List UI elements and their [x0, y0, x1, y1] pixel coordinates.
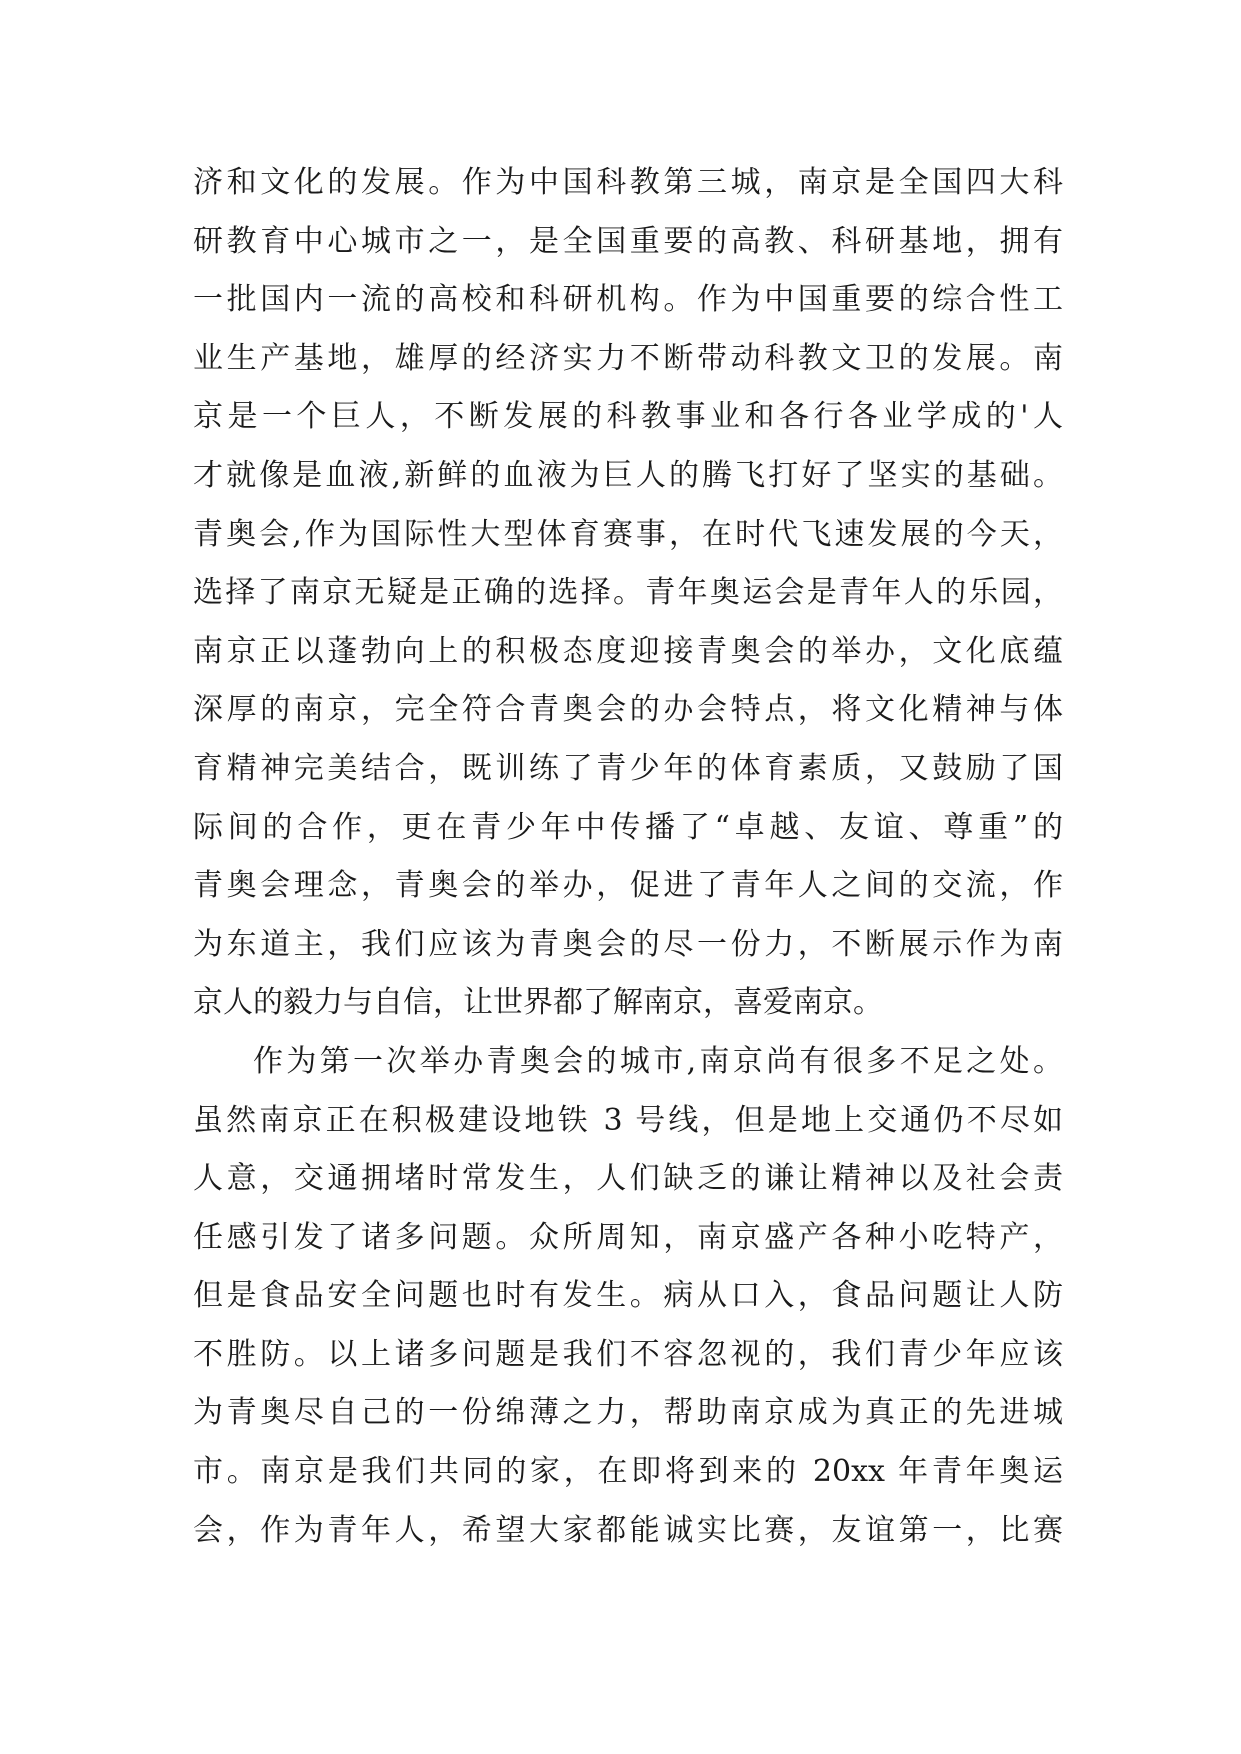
text-line: 青奥会,作为国际性大型体育赛事，在时代飞速发展的今天，: [193, 516, 1063, 552]
text-line: 一批国内一流的高校和科研机构。作为中国重要的综合性工: [193, 282, 1063, 318]
text-line: 京是一个巨人，不断发展的科教事业和各行各业学成的'人: [193, 399, 1063, 435]
text-line: 任感引发了诸多问题。众所周知，南京盛产各种小吃特产，: [193, 1219, 1063, 1255]
text-line: 不胜防。以上诸多问题是我们不容忽视的，我们青少年应该: [193, 1336, 1063, 1372]
text-line: 市。南京是我们共同的家，在即将到来的 20xx 年青年奥运: [193, 1454, 1063, 1490]
paragraph-1: [193, 154, 1063, 1033]
text-line: 但是食品安全问题也时有发生。病从口入，食品问题让人防: [193, 1278, 1063, 1314]
text-line: 人意，交通拥堵时常发生，人们缺乏的谦让精神以及社会责: [193, 1161, 1063, 1197]
text-line: 京人的毅力与自信，让世界都了解南京，喜爱南京。: [193, 985, 883, 1021]
text-line: 际间的合作，更在青少年中传播了“卓越、友谊、尊重”的: [193, 809, 1063, 845]
text-line: 虽然南京正在积极建设地铁 3 号线，但是地上交通仍不尽如: [193, 1102, 1063, 1138]
text-line: 才就像是血液,新鲜的血液为巨人的腾飞打好了坚实的基础。: [193, 457, 1063, 493]
text-line: 研教育中心城市之一，是全国重要的高教、科研基地，拥有: [193, 223, 1063, 259]
text-line: 济和文化的发展。作为中国科教第三城，南京是全国四大科: [193, 165, 1063, 200]
text-line: 南京正以蓬勃向上的积极态度迎接青奥会的举办，文化底蕴: [193, 633, 1063, 669]
text-line: 青奥会理念，青奥会的举办，促进了青年人之间的交流，作: [193, 868, 1063, 904]
text-line: 育精神完美结合，既训练了青少年的体育素质，又鼓励了国: [193, 750, 1063, 786]
text-line: 深厚的南京，完全符合青奥会的办会特点，将文化精神与体: [193, 692, 1063, 728]
text-line: 业生产基地，雄厚的经济实力不断带动科教文卫的发展。南: [193, 340, 1063, 376]
text-line: 为东道主，我们应该为青奥会的尽一份力，不断展示作为南: [193, 926, 1063, 962]
text-line: 为青奥尽自己的一份绵薄之力，帮助南京成为真正的先进城: [193, 1395, 1063, 1431]
text-line: 选择了南京无疑是正确的选择。青年奥运会是青年人的乐园，: [193, 575, 1063, 611]
text-line: 会，作为青年人，希望大家都能诚实比赛，友谊第一，比赛: [193, 1512, 1063, 1548]
text-line: 作为第一次举办青奥会的城市,南京尚有很多不足之处。: [253, 1043, 1063, 1079]
document-body: [193, 154, 1063, 1560]
paragraph-2: [193, 1033, 1063, 1560]
